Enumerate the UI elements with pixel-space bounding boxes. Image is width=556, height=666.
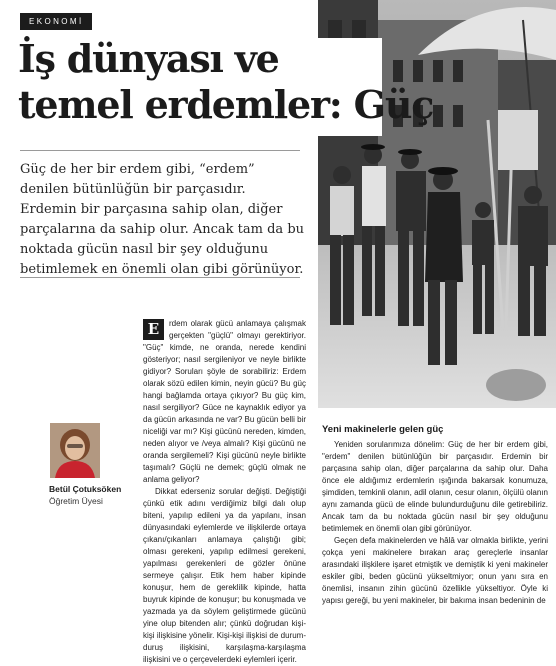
body-column-right (322, 424, 548, 607)
author-name: Betül Çotuksöken (49, 484, 122, 494)
title-line-1: İş dünyası ve (18, 36, 279, 81)
body-paragraph: Geçen defa makinelerden ve hâlâ var olmakla birlikte, yerini çokça yeni makinelere bırakan araç gereçlerle insanlar arasındaki ilişkilere işaret etmiştik ve demiştik ki yeni makineler eskiler gibi, beden gücünü yükseltmiyor; onun yanı sıra en önemlisi, insanın zihin gücünü özellikle yükseltiyor. Öyle ki yapısı gereği, bu yeni makineler, bir bakıma insan bedeninin de (322, 536, 548, 605)
body-paragraph-text: rdem olarak gücü anlamaya çalışmak gerçekten "güçlü" olmayı gerektiriyor. "Güç" kimde, ne oranda, nerede kendini gösteriyor; nasıl sergileniyor ve neyle birlikte gidiyor? Soruları şöyle de sorabiliriz: Erdem olarak sözü edilen kimin, neyin gücü? Bu güç hangi bağlamda ortaya çıkıyor? Bu güç kim, nasıl sergiliyor? Güce ne kaynaklık ediyor ya da gücün arkasında ne var? Bu gücün belli bir niceliği var mı? Kişi gücünü nereden, kimden, neden alıyor ve /veya almalı? Kişi gücünü ne oranda sergilemeli? Kişi gücünü neyle birlikte taşımalı? Güçlü ne demek; güçlü olmak ne anlama geliyor? (143, 319, 306, 484)
body-column-middle (143, 318, 306, 666)
lead-rule-top (20, 150, 300, 151)
body-paragraph: Dikkat ederseniz sorular değişti. Değiştiği çünkü etik adını verdiğimiz bilgi dalı olup biteni, yapılıp edileni ya da yapılanı, insan dünyasındaki eylemlerde ve ilişkilerde ortaya çıkanı/çıkanları anlamaya çalıştığı gibi; olması gerekeni, yapılıp edilmesi gerekeni, yapılması gerekenleri de gözler önüne sermeye çalışır. Etik hem haber kipinde konuşur, hem de gereklilik kipinde, hatta buyruk kipinde de konuşur; bu konuşmada ve yazmada ya da söylem geliştirmede gücünü yine olup bitenden alır; çünkü doğrudan kişi-kişi ilişkisine yönelir. Kişi-kişi ilişkisi de durum-duruş ilişkisini, karşılaşma-karşılaşma ilişkisini ve o çerçevelerdeki eylemleri içerir. (143, 487, 306, 664)
title-line-2: temel erdemler: Güç (18, 82, 434, 127)
subheading: Yeni makinelerle gelen güç (322, 424, 444, 435)
article-title (18, 36, 433, 128)
section-tag: EKONOMİ (20, 13, 92, 30)
lead-paragraph: Güç de her bir erdem gibi, “erdem” denilen bütünlüğün bir parçasıdır. Erdemin bir parçasına sahip olan, diğer parçalarına da sahip olur. Ancak tam da bu noktada gücün nasıl bir şey olduğunu betimlemek en önemli olan gibi görünüyor. (20, 162, 305, 277)
author-role: Öğretim Üyesi (49, 496, 103, 506)
body-paragraph (143, 318, 306, 486)
drop-cap: E (143, 319, 164, 340)
body-paragraph: Yeniden sorularımıza dönelim: Güç de her bir erdem gibi, "erdem" denilen bütünlüğün bir parçasıdır. Erdemin bir parçasına sahip olan, diğer parçalarına da sahip olur. Daha önce ele aldığımız erdemlerin ışığında bakarsak konumuza, şimdiden, temkinli olanın, adil olanın, cesur olanın, ölçülü olanın aynı zamanda gücü de elinde bulundurduğunu dile getirebiliriz. Ancak tam da bu noktada gücün nasıl bir şey olduğunu betimlemek en önemli olan gibi görünüyor. (322, 440, 548, 533)
lead-rule-bottom (20, 277, 300, 278)
author-photo (50, 423, 100, 478)
